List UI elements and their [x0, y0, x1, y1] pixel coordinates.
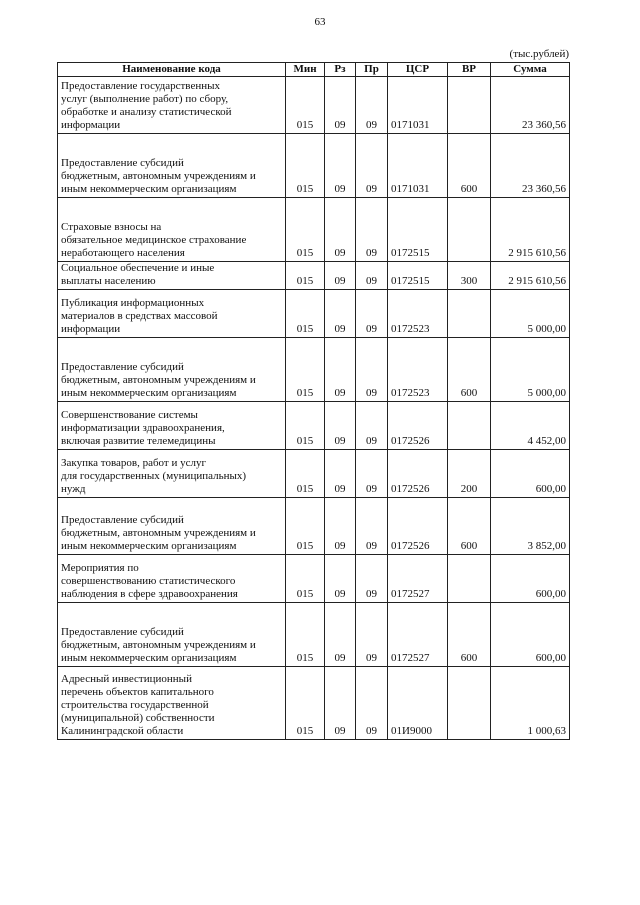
row-sum: 23 360,56: [491, 134, 570, 198]
row-rz: 09: [325, 450, 356, 498]
row-min: 015: [286, 555, 325, 603]
row-min: 015: [286, 498, 325, 555]
row-vr: [448, 77, 491, 134]
table-row: [58, 134, 570, 198]
row-name: Адресный инвестиционный перечень объектов капитального строительства государственной (муниципальной) собственности Калининградской области: [58, 667, 286, 740]
row-name: Закупка товаров, работ и услуг для государственных (муниципальных) нужд: [58, 450, 286, 498]
row-min: 015: [286, 290, 325, 338]
table-body: [58, 77, 570, 740]
row-vr: [448, 290, 491, 338]
row-vr: 600: [448, 338, 491, 402]
row-rz: 09: [325, 198, 356, 262]
row-name: Публикация информационных материалов в средствах массовой информации: [58, 290, 286, 338]
row-name: Предоставление субсидий бюджетным, автономным учреждениям и иным некоммерческим организациям: [58, 603, 286, 667]
row-sum: 2 915 610,56: [491, 262, 570, 290]
table-row: [58, 262, 570, 290]
row-sum: 3 852,00: [491, 498, 570, 555]
row-rz: 09: [325, 498, 356, 555]
row-pr: 09: [356, 134, 388, 198]
page-number: 63: [314, 16, 326, 28]
row-pr: 09: [356, 402, 388, 450]
row-sum: 600,00: [491, 603, 570, 667]
row-name: Предоставление субсидий бюджетным, автономным учреждениям и иным некоммерческим организациям: [58, 338, 286, 402]
row-min: 015: [286, 603, 325, 667]
header-min: Мин: [286, 63, 325, 77]
row-min: 015: [286, 134, 325, 198]
row-csr: 0172526: [388, 498, 448, 555]
row-name: Социальное обеспечение и иные выплаты населению: [58, 262, 286, 290]
row-min: 015: [286, 262, 325, 290]
row-rz: 09: [325, 338, 356, 402]
row-name: Предоставление государственных услуг (выполнение работ) по сбору, обработке и анализу статистической информации: [58, 77, 286, 134]
row-min: 015: [286, 402, 325, 450]
units-label: (тыс.рублей): [509, 48, 569, 60]
row-csr: 0172526: [388, 402, 448, 450]
row-rz: 09: [325, 555, 356, 603]
budget-table: [57, 62, 570, 740]
row-rz: 09: [325, 667, 356, 740]
row-csr: 0171031: [388, 77, 448, 134]
row-vr: [448, 555, 491, 603]
row-vr: [448, 667, 491, 740]
header-name: Наименование кода: [58, 63, 286, 77]
row-rz: 09: [325, 290, 356, 338]
row-pr: 09: [356, 498, 388, 555]
row-min: 015: [286, 77, 325, 134]
row-vr: [448, 198, 491, 262]
row-rz: 09: [325, 134, 356, 198]
row-sum: 23 360,56: [491, 77, 570, 134]
row-vr: 600: [448, 134, 491, 198]
row-csr: 0172526: [388, 450, 448, 498]
row-csr: 0172515: [388, 262, 448, 290]
row-csr: 0172527: [388, 603, 448, 667]
row-sum: 2 915 610,56: [491, 198, 570, 262]
row-csr: 01И9000: [388, 667, 448, 740]
row-name: Мероприятия по совершенствованию статистического наблюдения в сфере здравоохранения: [58, 555, 286, 603]
row-min: 015: [286, 450, 325, 498]
table-row: [58, 77, 570, 134]
row-pr: 09: [356, 667, 388, 740]
row-csr: 0172515: [388, 198, 448, 262]
table-header: [58, 63, 570, 77]
row-name: Предоставление субсидий бюджетным, автономным учреждениям и иным некоммерческим организациям: [58, 134, 286, 198]
header-rz: Рз: [325, 63, 356, 77]
row-csr: 0171031: [388, 134, 448, 198]
table-row: [58, 603, 570, 667]
row-pr: 09: [356, 450, 388, 498]
row-sum: 600,00: [491, 555, 570, 603]
row-pr: 09: [356, 603, 388, 667]
row-sum: 4 452,00: [491, 402, 570, 450]
row-min: 015: [286, 338, 325, 402]
header-pr: Пр: [356, 63, 388, 77]
row-pr: 09: [356, 555, 388, 603]
row-pr: 09: [356, 77, 388, 134]
row-name: Страховые взносы на обязательное медицинское страхование неработающего населения: [58, 198, 286, 262]
row-vr: 300: [448, 262, 491, 290]
header-csr: ЦСР: [388, 63, 448, 77]
row-sum: 5 000,00: [491, 338, 570, 402]
row-rz: 09: [325, 402, 356, 450]
header-row: [58, 63, 570, 77]
row-vr: 600: [448, 603, 491, 667]
row-min: 015: [286, 198, 325, 262]
row-sum: 5 000,00: [491, 290, 570, 338]
row-csr: 0172523: [388, 338, 448, 402]
row-pr: 09: [356, 262, 388, 290]
row-csr: 0172527: [388, 555, 448, 603]
row-rz: 09: [325, 77, 356, 134]
row-pr: 09: [356, 290, 388, 338]
row-pr: 09: [356, 338, 388, 402]
row-vr: 600: [448, 498, 491, 555]
table-row: [58, 555, 570, 603]
header-vr: ВР: [448, 63, 491, 77]
table-row: [58, 338, 570, 402]
row-vr: 200: [448, 450, 491, 498]
row-vr: [448, 402, 491, 450]
table-row: [58, 402, 570, 450]
row-sum: 600,00: [491, 450, 570, 498]
row-csr: 0172523: [388, 290, 448, 338]
table-row: [58, 498, 570, 555]
table-row: [58, 198, 570, 262]
header-sum: Сумма: [491, 63, 570, 77]
table-row: [58, 667, 570, 740]
row-min: 015: [286, 667, 325, 740]
row-rz: 09: [325, 262, 356, 290]
row-name: Предоставление субсидий бюджетным, автономным учреждениям и иным некоммерческим организациям: [58, 498, 286, 555]
table-row: [58, 450, 570, 498]
row-sum: 1 000,63: [491, 667, 570, 740]
row-name: Совершенствование системы информатизации здравоохранения, включая развитие телемедицины: [58, 402, 286, 450]
table-row: [58, 290, 570, 338]
row-pr: 09: [356, 198, 388, 262]
row-rz: 09: [325, 603, 356, 667]
